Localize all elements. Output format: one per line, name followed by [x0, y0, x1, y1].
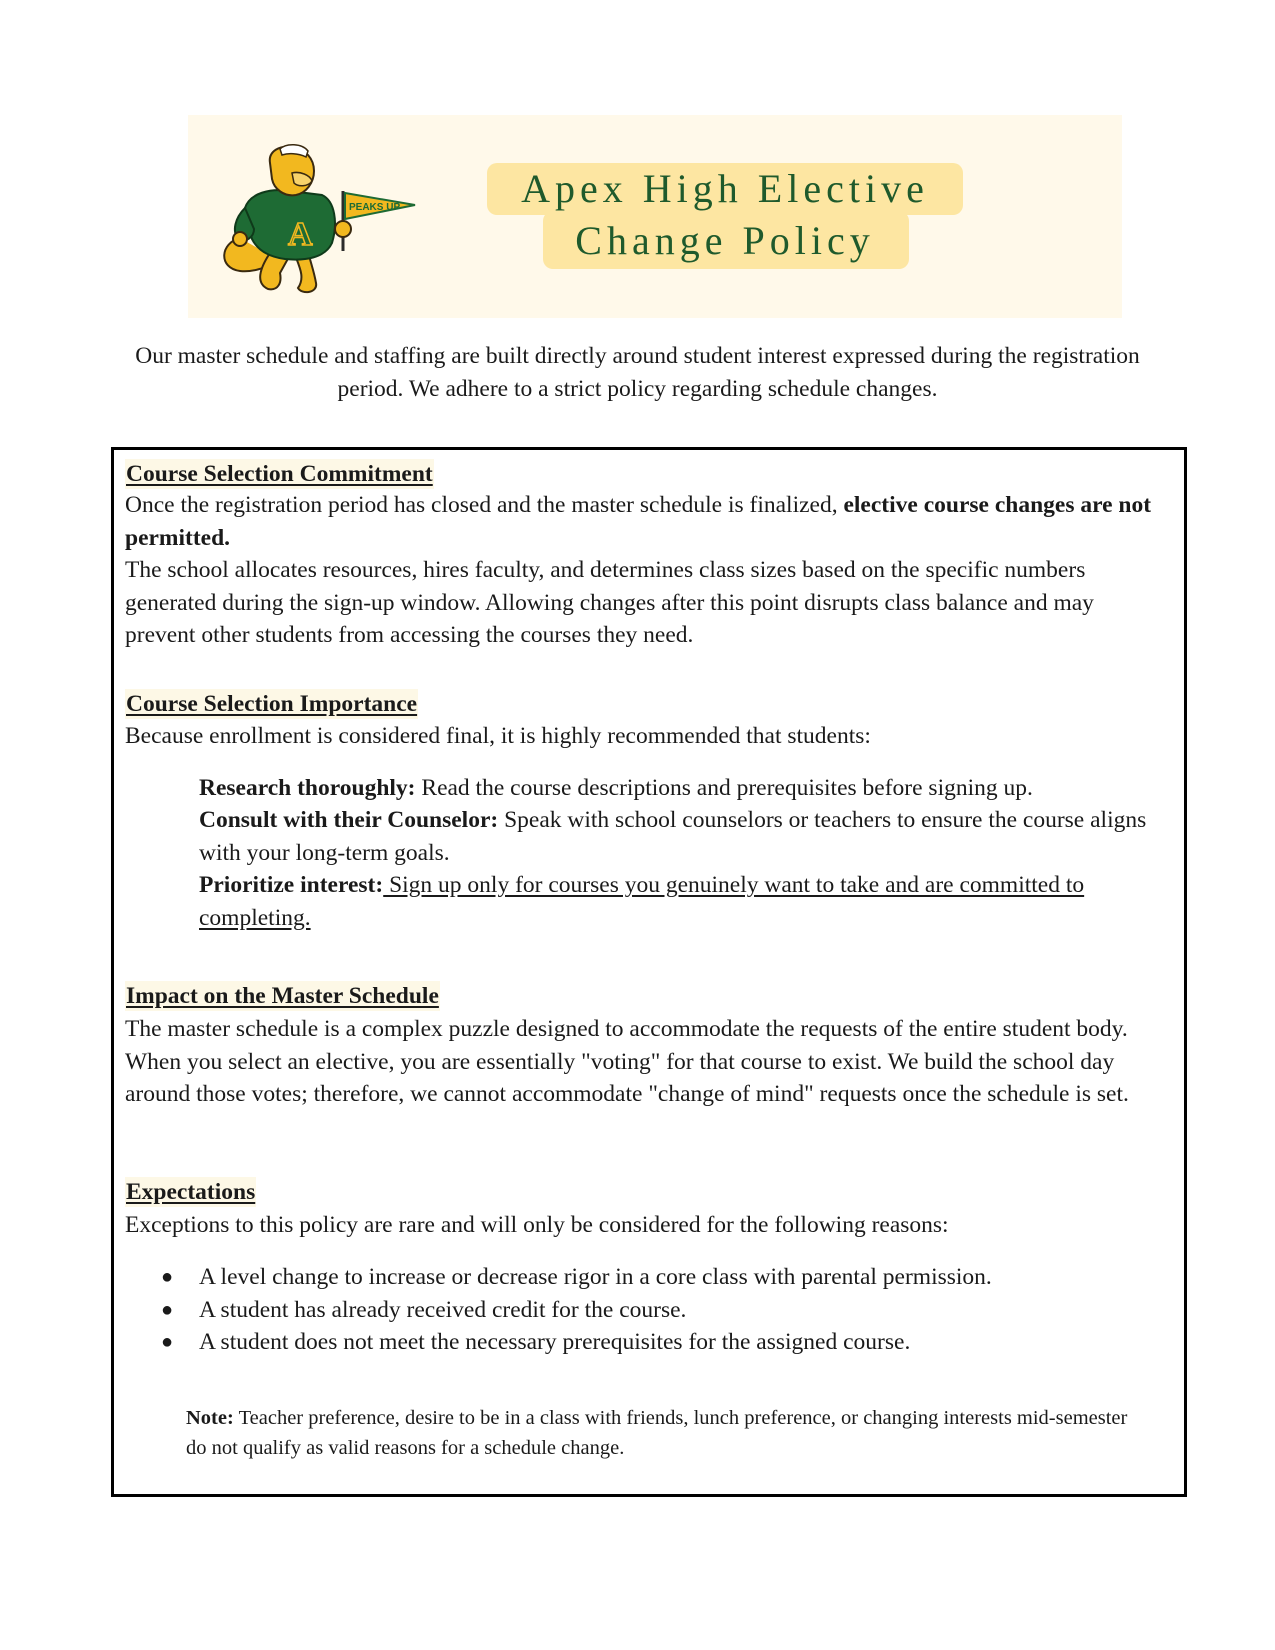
recommendation-item [199, 804, 1159, 869]
expectations-lead: Exceptions to this policy are rare and will only be considered for the following reasons: [125, 1212, 949, 1238]
policy-note [186, 1403, 1146, 1463]
exception-text: A student has already received credit for the course. [199, 1297, 687, 1323]
page-title-line-2: Change Policy [575, 218, 875, 263]
commitment-bold-text: elective course changes are not permitted. [125, 492, 1152, 551]
intro-paragraph: Our master schedule and staffing are built directly around student interest expressed during the registration period. We adhere to a strict policy regarding schedule changes. [135, 343, 1140, 402]
section-heading: Expectations [126, 1179, 256, 1205]
recommendation-label: Prioritize interest: [199, 872, 384, 898]
commitment-paragraph-2: The school allocates resources, hires faculty, and determines class sizes based on the specific numbers generated during the sign-up window. Allowing changes after this point disrupts class balance and may prevent other students from accessing the courses they need. [125, 557, 1094, 648]
page-title-line-1: Apex High Elective [521, 166, 929, 211]
section-impact [125, 980, 1170, 1013]
note-label: Note: [186, 1407, 234, 1429]
section-importance [125, 688, 1170, 721]
recommendation-text: Read the course descriptions and prerequisites before signing up. [415, 775, 1033, 801]
svg-text:A: A [288, 216, 313, 253]
section-commitment [125, 458, 1170, 491]
title-block [487, 163, 963, 273]
exception-text: A level change to increase or decrease rigor in a core class with parental permission. [199, 1264, 992, 1290]
commitment-text: Once the registration period has closed and the master schedule is finalized, [125, 492, 844, 518]
recommendation-text: Sign up only for courses you genuinely want to take and are committed to completing. [199, 872, 1085, 931]
section-heading: Impact on the Master Schedule [126, 983, 439, 1009]
commitment-paragraph-1 [125, 489, 1170, 554]
svg-text:PEAKS UP: PEAKS UP [349, 202, 401, 213]
recommendation-label: Research thoroughly: [199, 775, 416, 801]
bullet-icon: ● [161, 1331, 174, 1353]
recommendation-item [199, 772, 1159, 805]
recommendation-label: Consult with their Counselor: [199, 807, 499, 833]
cougar-mascot-icon [210, 143, 424, 295]
bullet-icon: ● [161, 1299, 174, 1321]
exception-text: A student does not meet the necessary prerequisites for the assigned course. [199, 1329, 911, 1355]
impact-paragraph: The master schedule is a complex puzzle designed to accommodate the requests of the entire student body. When you select an elective, you are essentially "voting" for that course to exist. We build the school day around those votes; therefore, we cannot accommodate "change of mind" requests once the schedule is set. [125, 1016, 1129, 1107]
note-text: Teacher preference, desire to be in a class with friends, lunch preference, or changing interests mid-semester do not qualify as valid reasons for a schedule change. [186, 1407, 1128, 1459]
section-heading: Course Selection Commitment [126, 461, 433, 487]
bullet-icon: ● [161, 1266, 174, 1288]
importance-lead: Because enrollment is considered final, it is highly recommended that students: [125, 723, 871, 749]
section-expectations [125, 1176, 1170, 1209]
header-banner [188, 115, 1122, 318]
section-heading: Course Selection Importance [126, 691, 418, 717]
policy-box [111, 447, 1187, 1497]
recommendation-text: Speak with school counselors or teachers to ensure the course aligns with your long-term goals. [199, 807, 1147, 866]
recommendation-item [199, 869, 1159, 934]
